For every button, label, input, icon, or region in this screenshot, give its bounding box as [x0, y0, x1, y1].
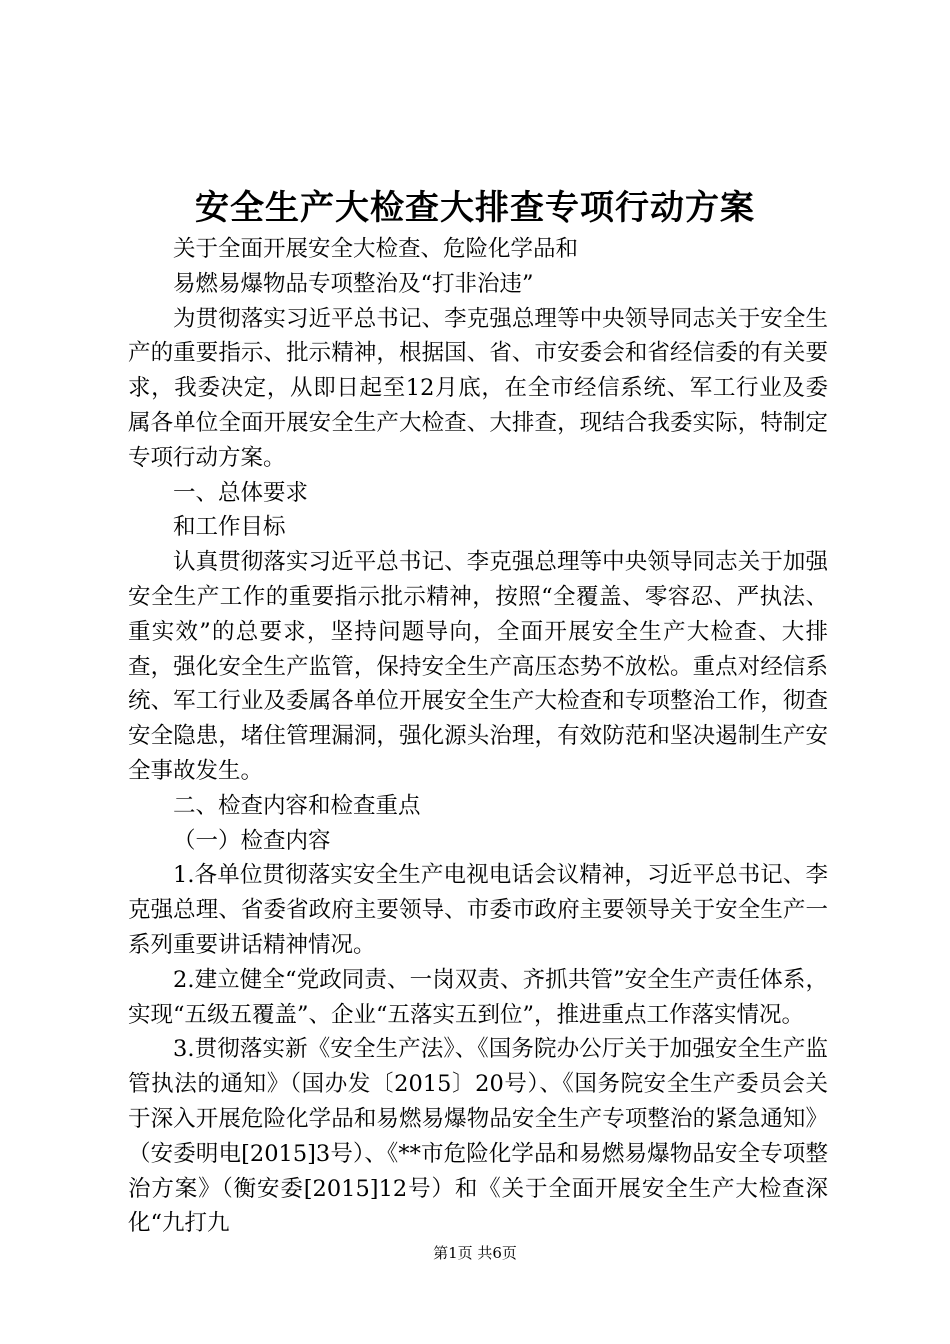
document-body — [128, 232, 828, 1241]
paragraph-item-2: 2.建立健全“党政同责、一岗双责、齐抓共管”安全生产责任体系，实现“五级五覆盖”、企业“五落实五到位”，推进重点工作落实情况。 — [128, 966, 828, 1028]
paragraph-item-3: 3.贯彻落实新《安全生产法》、《国务院办公厅关于加强安全生产监管执法的通知》（国办发〔2015〕20号）、《国务院安全生产委员会关于深入开展危险化学品和易燃易爆物品安全生产专项整治的紧急通知》（安委明电[2015]3号）、《**市危险化学品和易燃易爆物品安全专项整治方案》（衡安委[2015]12号）和《关于全面开展安全生产大检查深化“九打九 — [128, 1036, 828, 1237]
paragraph-intro: 为贯彻落实习近平总书记、李克强总理等中央领导同志关于安全生产的重要指示、批示精神，根据国、省、市安委会和省经信委的有关要求，我委决定，从即日起至12月底，在全市经信系统、军工行业及委属各单位全面开展安全生产大检查、大排查，现结合我委实际，特制定专项行动方案。 — [128, 305, 828, 471]
page-footer: 第1页 共6页 — [433, 1244, 517, 1262]
paragraph-goals: 认真贯彻落实习近平总书记、李克强总理等中央领导同志关于加强安全生产工作的重要指示批示精神，按照“全覆盖、零容忍、严执法、重实效”的总要求，坚持问题导向，全面开展安全生产大检查、大排查，强化安全生产监管，保持安全生产高压态势不放松。重点对经信系统、军工行业及委属各单位开展安全生产大检查和专项整治工作，彻查安全隐患，堵住管理漏洞，强化源头治理，有效防范和坚决遏制生产安全事故发生。 — [128, 549, 828, 784]
document-title: 安全生产大检查大排查专项行动方案 — [195, 188, 755, 228]
paragraph-subtitle-1: 关于全面开展安全大检查、危险化学品和 — [173, 236, 579, 262]
heading-inspection-content: 二、检查内容和检查重点 — [173, 792, 421, 819]
paragraph-subtitle-2: 易燃易爆物品专项整治及“打非治违” — [173, 270, 534, 297]
paragraph-item-1: 1.各单位贯彻落实安全生产电视电话会议精神，习近平总书记、李克强总理、省委省政府主要领导、市委市政府主要领导关于安全生产一系列重要讲话精神情况。 — [128, 862, 828, 958]
heading-work-goals: 和工作目标 — [173, 514, 286, 541]
heading-general-requirements: 一、总体要求 — [173, 479, 309, 506]
subheading-content: （一）检查内容 — [173, 827, 331, 854]
